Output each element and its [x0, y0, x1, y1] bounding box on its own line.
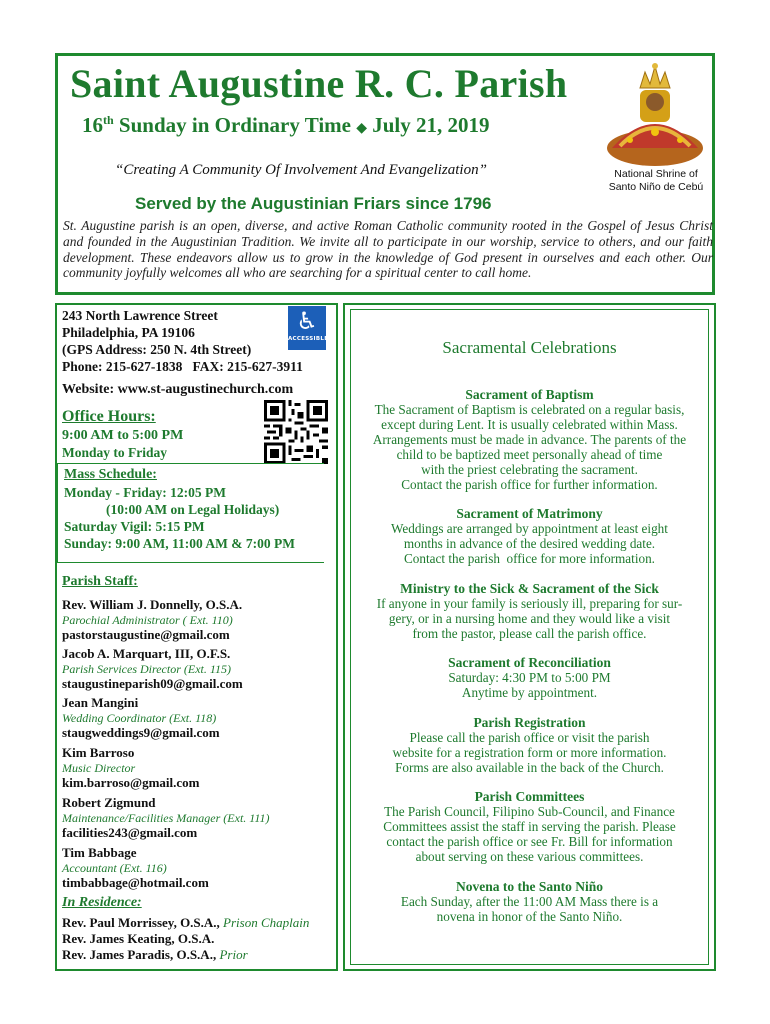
shrine-caption-line-2: Santo Niño de Cebú: [608, 181, 704, 193]
body-line: Weddings are arranged by appointment at least eight: [391, 521, 668, 536]
sacrament-heading: Ministry to the Sick & Sacrament of the Sick: [400, 581, 659, 596]
staff-role: Wedding Coordinator (Ext. 118): [62, 711, 217, 725]
staff-role: Accountant (Ext. 116): [62, 861, 167, 875]
staff-email[interactable]: kim.barroso@gmail.com: [62, 775, 200, 790]
staff-role: Maintenance/Facilities Manager (Ext. 111): [62, 811, 270, 825]
sunday-name: Sunday in Ordinary Time: [118, 113, 351, 137]
liturgical-date: [82, 113, 490, 138]
body-line: about serving on these various committees.: [415, 849, 644, 864]
staff-name: Kim Barroso: [62, 745, 135, 760]
sacrament-heading: Parish Registration: [473, 715, 586, 730]
office-hours-time: 9:00 AM to 5:00 PM: [62, 428, 184, 443]
resident-line: [62, 931, 214, 947]
resident-name: Rev. James Keating, O.S.A.: [62, 931, 215, 946]
body-line: Contact the parish office for further information.: [401, 477, 658, 492]
body-line: with the priest celebrating the sacrament.: [421, 462, 638, 477]
mass-weekday: Monday - Friday: 12:05 PM: [64, 485, 226, 500]
body-line: The Parish Council, Filipino Sub-Council, and Finance: [384, 804, 675, 819]
body-line: months in advance of the desired wedding date.: [403, 536, 656, 551]
body-line: contact the parish office or see Fr. Bill for information: [386, 834, 673, 849]
bulletin-date: July 21, 2019: [372, 113, 490, 137]
staff-email[interactable]: facilities243@gmail.com: [62, 825, 198, 840]
city-address: Philadelphia, PA 19106: [62, 325, 195, 340]
resident-role: Prison Chaplain: [223, 915, 310, 930]
body-line: If anyone in your family is seriously ill, preparing for sur-: [376, 596, 683, 611]
body-line: Anytime by appointment.: [461, 685, 598, 700]
office-hours-days: Monday to Friday: [62, 445, 168, 460]
body-line: novena in honor of the Santo Niño.: [436, 909, 623, 924]
staff-name: Jacob A. Marquart, III, O.F.S.: [62, 646, 231, 661]
staff-role: Parish Services Director (Ext. 115): [62, 662, 231, 676]
resident-line: [62, 915, 309, 931]
santo-nino-image: [600, 60, 710, 170]
staff-email[interactable]: staugweddings9@gmail.com: [62, 725, 220, 740]
qr-code-icon[interactable]: [264, 400, 328, 464]
resident-name: Rev. James Paradis, O.S.A.,: [62, 947, 217, 962]
served-by-heading: Served by the Augustinian Friars since 1796: [135, 194, 492, 213]
parish-staff-title: Parish Staff:: [62, 574, 138, 589]
gps-address: (GPS Address: 250 N. 4th Street): [62, 342, 252, 357]
page-title: Saint Augustine R. C. Parish: [70, 61, 568, 106]
in-residence-title: In Residence:: [62, 895, 142, 910]
sacrament-body: [352, 804, 707, 864]
phone-fax: Phone: 215-627-1838 FAX: 215-627-3911: [62, 359, 303, 374]
mass-sunday: Sunday: 9:00 AM, 11:00 AM & 7:00 PM: [64, 536, 295, 551]
body-line: gery, or in a nursing home and they would like a visit: [388, 611, 671, 626]
sacrament-body: [352, 402, 707, 492]
staff-role: Parochial Administrator ( Ext. 110): [62, 613, 233, 627]
resident-line: [62, 947, 248, 963]
staff-name: Tim Babbage: [62, 845, 137, 860]
shrine-caption: [596, 168, 716, 194]
accessible-label: ACCESSIBLE: [288, 336, 329, 342]
staff-name: Jean Mangini: [62, 695, 139, 710]
body-line: child to be baptized meet personally ahead of time: [396, 447, 663, 462]
resident-name: Rev. Paul Morrissey, O.S.A.,: [62, 915, 220, 930]
sacrament-heading: Sacrament of Reconciliation: [448, 655, 611, 670]
diamond-separator-icon: ◆: [356, 121, 367, 136]
body-line: website for a registration form or more information.: [392, 745, 667, 760]
website-link[interactable]: Website: www.st-augustinechurch.com: [62, 382, 294, 397]
staff-email[interactable]: timbabbage@hotmail.com: [62, 875, 209, 890]
sacrament-body: [352, 730, 707, 775]
sunday-number: 16: [82, 113, 103, 137]
body-line: Arrangements must be made in advance. The parents of the: [372, 432, 687, 447]
staff-email[interactable]: pastorstaugustine@gmail.com: [62, 627, 230, 642]
staff-role: Music Director: [62, 761, 136, 775]
office-hours-label: Office Hours:: [62, 408, 156, 425]
street-address: 243 North Lawrence Street: [62, 308, 218, 323]
sunday-suffix: th: [103, 113, 114, 127]
parish-address: [62, 307, 303, 375]
body-line: The Sacrament of Baptism is celebrated on a regular basis,: [374, 402, 685, 417]
body-line: from the pastor, please call the parish office.: [412, 626, 647, 641]
sacrament-body: [352, 596, 707, 641]
mission-statement: St. Augustine parish is an open, diverse, and active Roman Catholic community rooted in the Gospel of Jesus Christ and founded in the Augustinian Tradition. We invite all to participate in our worship, service to others, and our faith development. These endeavors allow us to grow in the knowledge of God present in ourselves and each other. Our community joyfully welcomes all who are searching for a spiritual center to call home.: [63, 218, 713, 281]
accessible-badge: [288, 306, 329, 350]
mass-saturday: Saturday Vigil: 5:15 PM: [64, 519, 205, 534]
sacrament-heading: Parish Committees: [474, 789, 585, 804]
body-line: Each Sunday, after the 11:00 AM Mass there is a: [400, 894, 659, 909]
body-line: Saturday: 4:30 PM to 5:00 PM: [448, 670, 611, 685]
staff-name: Rev. William J. Donnelly, O.S.A.: [62, 597, 243, 612]
parish-motto: “Creating A Community Of Involvement And Evangelization”: [115, 162, 487, 178]
mass-holiday: (10:00 AM on Legal Holidays): [106, 502, 280, 517]
sacrament-body: [352, 521, 707, 566]
sacrament-heading: Sacrament of Baptism: [465, 387, 594, 402]
body-line: Contact the parish office for more information.: [404, 551, 655, 566]
body-line: Please call the parish office or visit the parish: [409, 730, 650, 745]
body-line: except during Lent. It is usually celebrated within Mass.: [381, 417, 678, 432]
shrine-caption-line-1: National Shrine of: [614, 168, 698, 180]
body-line: Committees assist the staff in serving the parish. Please: [383, 819, 676, 834]
staff-email[interactable]: staugustineparish09@gmail.com: [62, 676, 243, 691]
staff-name: Robert Zigmund: [62, 795, 156, 810]
wheelchair-icon: ♿: [296, 307, 318, 335]
sacrament-body: [352, 894, 707, 924]
resident-role: Prior: [219, 947, 248, 962]
body-line: Forms are also available in the back of the Church.: [395, 760, 664, 775]
sacraments-title: Sacramental Celebrations: [442, 338, 617, 357]
sacrament-body: [352, 670, 707, 700]
sacrament-heading: Novena to the Santo Niño: [455, 879, 603, 894]
sacrament-heading: Sacrament of Matrimony: [456, 506, 603, 521]
mass-schedule-title: Mass Schedule:: [64, 467, 157, 482]
